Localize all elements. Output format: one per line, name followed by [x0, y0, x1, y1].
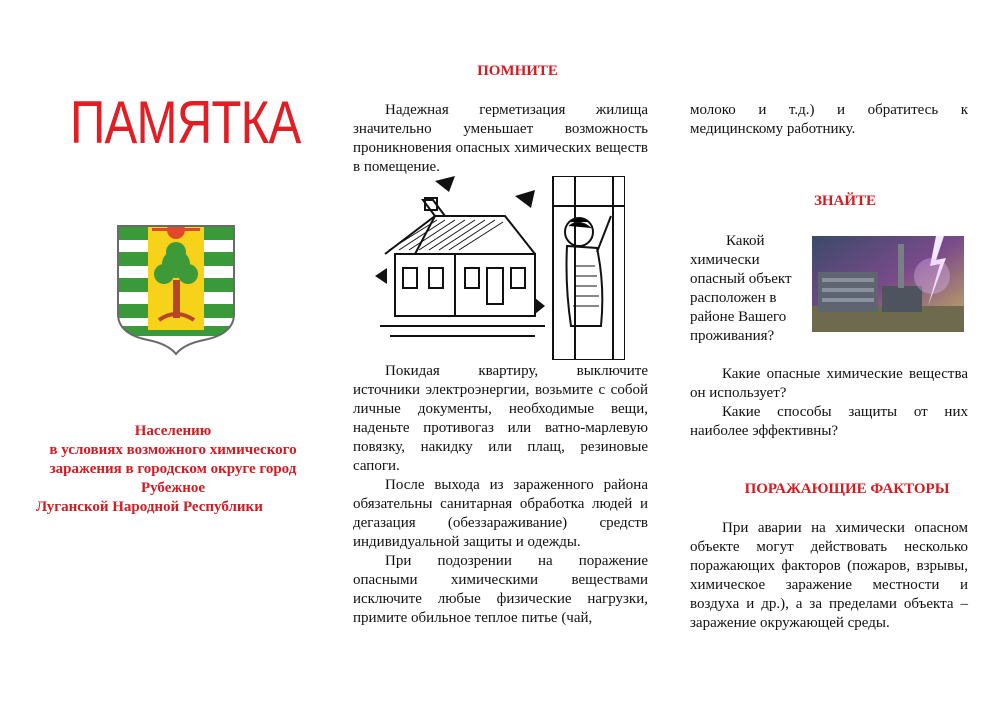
paragraph-factors: При аварии на химически опасном объекте могут действовать несколько поражающих факторов (пожаров, взрывы, химическое заражение местности и воздуха и др.), а за пределами объекта – заражение окружающей среды.	[690, 520, 968, 631]
paragraph-continued: молоко и т.д.) и обратитесь к медицинскому работнику.	[690, 102, 968, 137]
middle-text-top	[353, 101, 648, 177]
middle-text-bottom	[353, 362, 648, 628]
addressee-line: Рубежное	[140, 480, 206, 496]
house-sealing-illustration	[375, 176, 625, 360]
addressee-line: заражения в городском округе город	[49, 461, 297, 477]
right-text-questions	[690, 365, 968, 441]
right-text-factors	[690, 519, 968, 633]
paragraph-sealing: Надежная герметизация жилища значительно уменьшает возможность проникновения опасных химических веществ в помещение.	[353, 102, 648, 175]
question-facility: Какой химически опасный объект расположен в районе Вашего проживания?	[690, 233, 792, 344]
heading-know: ЗНАЙТЕ	[813, 193, 877, 209]
addressee-block	[28, 422, 318, 517]
chemical-plant-photo	[812, 236, 964, 332]
addressee-line: Луганской Народной Республики	[36, 499, 263, 515]
heading-damaging-factors: ПОРАЖАЮЩИЕ ФАКТОРЫ	[744, 481, 950, 497]
coat-of-arms	[114, 222, 238, 356]
heading-remember: ПОМНИТЕ	[477, 63, 558, 79]
question-protection: Какие способы защиты от них наиболее эффективны?	[690, 404, 968, 439]
leaflet-title: ПАМЯТКА	[70, 89, 301, 156]
addressee-line: в условиях возможного химического	[49, 442, 297, 458]
addressee-line: Населению	[134, 423, 212, 439]
paragraph-leaving: Покидая квартиру, выключите источники электроэнергии, возьмите с собой личные документы, необходимые вещи, наденьте противогаз или ватно-марлевую повязку, накидку или плащ, резиновые сапоги.	[353, 363, 648, 474]
question-substances: Какие опасные химические вещества он использует?	[690, 366, 968, 401]
right-text-top	[690, 101, 968, 139]
paragraph-suspicion: При подозрении на поражение опасными химическими веществами исключите любые физические нагрузки, примите обильное теплое питье (чай,	[353, 553, 648, 626]
paragraph-after-exit: После выхода из зараженного района обязательны санитарная обработка людей и дегазация (обеззараживание) средств индивидуальной защиты и одежды.	[353, 477, 648, 550]
